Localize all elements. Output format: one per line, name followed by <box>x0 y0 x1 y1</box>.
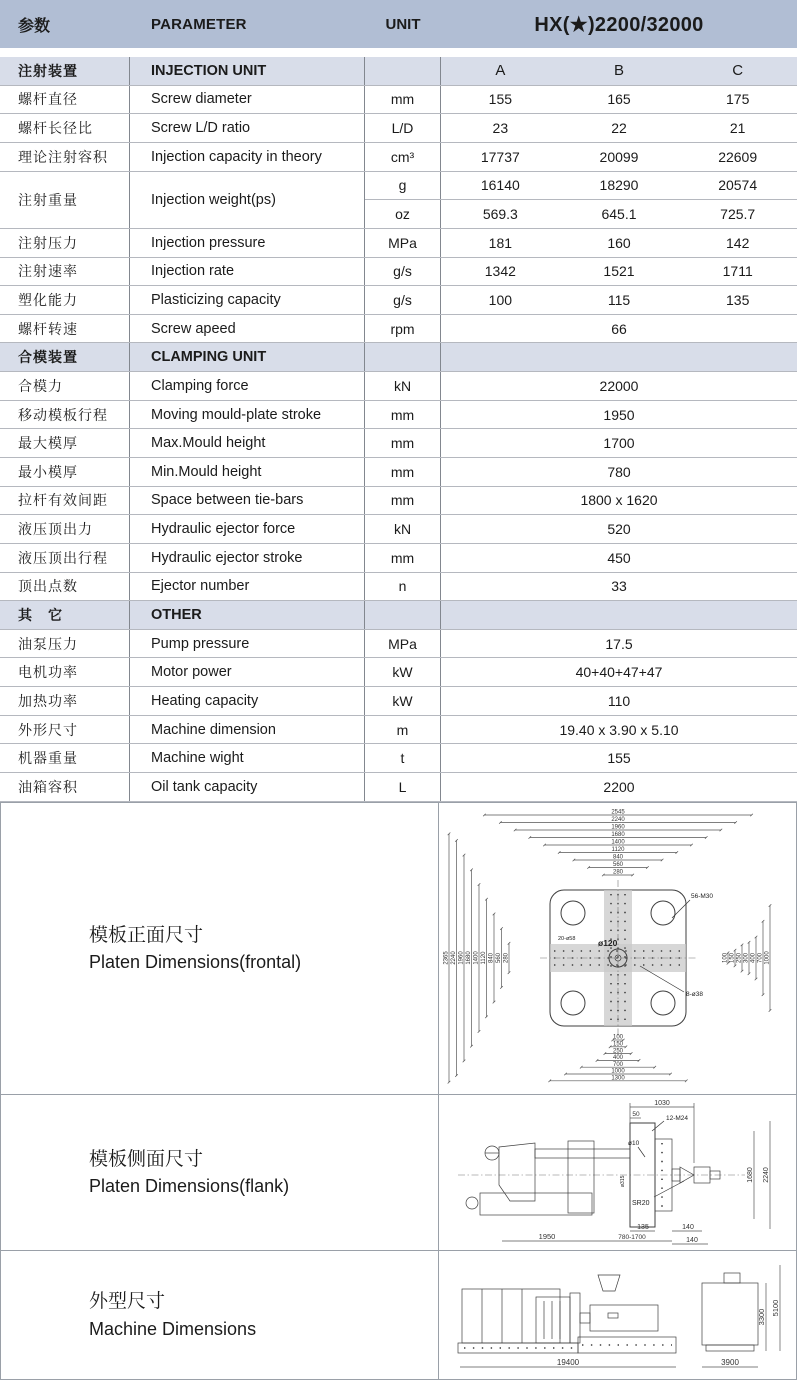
dim-label: 560 <box>495 952 502 963</box>
dim-height-outer: 5100 <box>770 1299 780 1317</box>
unit-cell: g <box>365 172 441 200</box>
param-cn: 拉杆有效间距 <box>0 487 130 515</box>
param-cn: 最大模厚 <box>0 429 130 457</box>
flank-label-cn: 模板侧面尺寸 <box>89 1148 204 1170</box>
annotation-holes: 8-ø38 <box>685 990 703 998</box>
unit-cell: rpm <box>365 315 441 343</box>
dim-label: 300 <box>743 952 750 963</box>
unit-cell: cm³ <box>365 143 441 171</box>
param-en: Injection pressure <box>130 229 365 257</box>
dim-140b: 140 <box>685 1237 698 1245</box>
injection-unit <box>590 1305 658 1331</box>
value-col-header: B <box>614 62 625 80</box>
value-cells <box>441 86 797 114</box>
value-cells <box>441 658 797 686</box>
param-cn: 理论注射容积 <box>0 143 130 171</box>
value-cells <box>441 716 797 744</box>
value-cell: 17737 <box>480 148 520 165</box>
value-cell: 1521 <box>603 263 635 280</box>
stationary-platen <box>570 1293 580 1343</box>
param-en: Machine wight <box>130 744 365 772</box>
dim-label: 700 <box>612 1061 623 1068</box>
dim-label: 100 <box>612 1034 623 1041</box>
param-cn: 塑化能力 <box>0 286 130 314</box>
param-en: Pump pressure <box>130 630 365 658</box>
dim-label: 1960 <box>458 950 465 965</box>
frontal-platen-diagram <box>440 806 796 1091</box>
value-cell: 181 <box>488 234 513 251</box>
value-span: 40+40+47+47 <box>575 664 663 681</box>
table-row <box>0 114 797 143</box>
dim-label: 400 <box>750 952 757 963</box>
value-cells <box>441 487 797 515</box>
tiebar-hole <box>561 991 585 1015</box>
value-cells <box>441 343 797 371</box>
value-span: 1950 <box>603 406 635 423</box>
annotation-bolts: 56-M30 <box>690 892 713 900</box>
table-row <box>0 630 797 659</box>
value-cell: 115 <box>607 291 631 308</box>
frontal-top-dims <box>483 809 753 876</box>
table-row <box>0 258 797 287</box>
value-cell: 175 <box>726 91 750 108</box>
frontal-label-en: Platen Dimensions(frontal) <box>89 952 302 973</box>
dim-label: 280 <box>612 869 623 876</box>
param-cn: 注射压力 <box>0 229 130 257</box>
dim-1680: 1680 <box>746 1167 754 1183</box>
header-col-cn: 参数 <box>18 17 51 35</box>
value-span: 66 <box>611 320 627 337</box>
table-row <box>0 687 797 716</box>
dim-label: 700 <box>757 952 764 963</box>
table-row <box>0 286 797 315</box>
param-en: Injection capacity in theory <box>130 143 365 171</box>
dim-label: 2240 <box>610 816 625 823</box>
param-en: Moving mould-plate stroke <box>130 401 365 429</box>
unit-cell: t <box>365 744 441 772</box>
value-span: 155 <box>607 750 631 767</box>
section-row <box>0 601 797 630</box>
param-cn: 注射重量 <box>0 172 130 228</box>
value-span: 22000 <box>599 377 639 394</box>
unit-cell: mm <box>365 458 441 486</box>
value-cell: 100 <box>488 291 513 308</box>
table-row <box>0 487 797 516</box>
value-span: 33 <box>611 578 627 595</box>
unit-cell: kW <box>365 658 441 686</box>
value-cells <box>441 601 797 629</box>
value-cells <box>441 573 797 601</box>
machine-dimensions-diagram <box>440 1253 796 1377</box>
param-cn: 合模装置 <box>0 343 130 371</box>
frontal-label <box>1 803 439 1094</box>
unit-cell: kN <box>365 372 441 400</box>
value-cells <box>441 401 797 429</box>
unit-cell: m <box>365 716 441 744</box>
unit-cell: MPa <box>365 229 441 257</box>
param-cn: 移动模板行程 <box>0 401 130 429</box>
value-cells <box>441 687 797 715</box>
nozzle-link <box>580 1313 590 1323</box>
param-en: Space between tie-bars <box>130 487 365 515</box>
dim-label: 2365 <box>443 950 450 965</box>
table-row <box>0 658 797 687</box>
param-cn: 加热功率 <box>0 687 130 715</box>
value-cell: 22 <box>611 120 627 137</box>
frontal-label-cn: 模板正面尺寸 <box>89 924 204 946</box>
value-col-header: A <box>495 62 506 80</box>
unit-cell: mm <box>365 544 441 572</box>
table-row <box>0 229 797 258</box>
annotation-center-hole: ø120 <box>597 937 617 948</box>
param-cn: 外形尺寸 <box>0 716 130 744</box>
unit-cell: mm <box>365 487 441 515</box>
dim-1950: 1950 <box>538 1232 555 1242</box>
param-cn: 注射装置 <box>0 57 130 85</box>
value-cells <box>441 515 797 543</box>
value-cells <box>441 57 797 85</box>
dim-label: 2545 <box>610 809 625 816</box>
table-row <box>0 744 797 773</box>
unit-cell: g/s <box>365 286 441 314</box>
param-en: Min.Mould height <box>130 458 365 486</box>
value-cell: 23 <box>492 120 509 137</box>
dim-label: 400 <box>612 1054 623 1061</box>
param-en: Injection weight(ps) <box>130 172 365 228</box>
value-cells <box>441 200 797 228</box>
value-cell: 16140 <box>480 177 520 194</box>
value-cells <box>441 458 797 486</box>
dim-label: 1300 <box>610 1075 625 1082</box>
value-cell: 155 <box>488 91 513 108</box>
machine-figure <box>439 1251 796 1379</box>
front-view-stack <box>724 1273 740 1283</box>
dim-label: 250 <box>612 1047 623 1054</box>
param-en: Ejector number <box>130 573 365 601</box>
dim-label: 1120 <box>480 951 487 965</box>
value-span: 1800 x 1620 <box>580 492 658 509</box>
param-cn: 机器重量 <box>0 744 130 772</box>
toggle-bracket <box>499 1143 535 1201</box>
param-en: Heating capacity <box>130 687 365 715</box>
unit-cell: kW <box>365 687 441 715</box>
machine-label-cn: 外型尺寸 <box>89 1291 166 1313</box>
diagram-row-frontal <box>1 803 796 1095</box>
value-cell: 18290 <box>599 177 639 194</box>
unit-cell: MPa <box>365 630 441 658</box>
hopper <box>598 1275 620 1291</box>
param-cn: 螺杆长径比 <box>0 114 130 142</box>
diagram-row-machine <box>1 1251 796 1379</box>
dim-label: 250 <box>736 952 743 963</box>
tiebar-hole <box>651 991 675 1015</box>
double-cell-group <box>365 172 797 228</box>
dim-label: 560 <box>612 861 623 868</box>
unit-cell: mm <box>365 86 441 114</box>
dim-label: 100 <box>722 952 729 963</box>
dim-label: 150 <box>729 952 736 963</box>
dim-label: 1960 <box>610 824 625 831</box>
value-cells <box>441 773 797 801</box>
leader-line <box>638 1147 645 1157</box>
dim-label: 1000 <box>610 1068 625 1075</box>
dim-width: 3900 <box>720 1357 739 1367</box>
value-cell: 1711 <box>722 263 753 280</box>
unit-cell: n <box>365 573 441 601</box>
value-cells <box>441 372 797 400</box>
value-cell: 135 <box>726 291 750 308</box>
param-en: Screw L/D ratio <box>130 114 365 142</box>
table-row <box>0 429 797 458</box>
sub-row <box>365 200 797 228</box>
param-cn: 其 它 <box>0 601 130 629</box>
front-view-base <box>706 1345 754 1351</box>
sub-row <box>365 172 797 201</box>
unit-cell: kN <box>365 515 441 543</box>
tiebar-hole <box>651 901 675 925</box>
table-row <box>0 544 797 573</box>
unit-cell: L <box>365 773 441 801</box>
header-col-parameter: PARAMETER <box>151 15 247 33</box>
unit-cell: mm <box>365 401 441 429</box>
param-en: CLAMPING UNIT <box>130 343 365 371</box>
value-cells <box>441 630 797 658</box>
table-row <box>0 172 797 229</box>
leader-line <box>654 1181 684 1197</box>
diagram-row-flank <box>1 1095 796 1251</box>
frontal-right-dims <box>722 904 771 1012</box>
dim-label: 150 <box>612 1041 623 1048</box>
param-cn: 液压顶出行程 <box>0 544 130 572</box>
table-row <box>0 315 797 344</box>
param-en: Hydraulic ejector stroke <box>130 544 365 572</box>
value-cell: 569.3 <box>482 206 518 223</box>
value-cell: 160 <box>607 234 631 251</box>
value-cell: 21 <box>729 120 746 137</box>
param-cn: 油泵压力 <box>0 630 130 658</box>
flank-label <box>1 1095 439 1250</box>
unit-cell <box>365 57 441 85</box>
dim-label: 1120 <box>611 846 624 853</box>
annotation-ring: ø315 <box>619 1175 626 1188</box>
unit-cell <box>365 601 441 629</box>
unit-cell: g/s <box>365 258 441 286</box>
value-cell: 165 <box>607 91 631 108</box>
frontal-left-dims <box>443 832 510 1083</box>
unit-cell <box>365 343 441 371</box>
param-en: Screw apeed <box>130 315 365 343</box>
annotation-bolts: 12-M24 <box>665 1115 688 1123</box>
dim-label: 1400 <box>610 839 625 846</box>
param-cn: 液压顶出力 <box>0 515 130 543</box>
value-span: 110 <box>607 692 631 709</box>
param-en: Oil tank capacity <box>130 773 365 801</box>
annotation-nozzle: SR20 <box>631 1200 650 1208</box>
dim-length: 19400 <box>556 1357 579 1367</box>
table-row <box>0 716 797 745</box>
param-en: Clamping force <box>130 372 365 400</box>
value-cell: 20574 <box>718 177 758 194</box>
frontal-figure <box>439 803 796 1094</box>
value-cell: 645.1 <box>601 206 637 223</box>
front-view-body <box>702 1283 758 1345</box>
title-bar <box>0 0 797 48</box>
machine-label <box>1 1251 439 1379</box>
value-span: 19.40 x 3.90 x 5.10 <box>559 721 679 738</box>
header-col-unit: UNIT <box>385 15 421 33</box>
value-cell: 142 <box>726 234 750 251</box>
value-span: 520 <box>607 521 631 538</box>
param-en: Motor power <box>130 658 365 686</box>
table-row <box>0 515 797 544</box>
dim-140a: 140 <box>681 1224 694 1232</box>
unit-cell: oz <box>365 200 441 228</box>
header-gap <box>0 48 797 57</box>
param-cn: 螺杆转速 <box>0 315 130 343</box>
value-span: 450 <box>607 549 631 566</box>
dim-135: 135 <box>636 1224 649 1232</box>
unit-cell: mm <box>365 429 441 457</box>
value-cells <box>441 315 797 343</box>
moving-platen <box>568 1141 594 1213</box>
dim-label: 840 <box>488 952 495 963</box>
tiebar-hole <box>561 901 585 925</box>
unit-cell: L/D <box>365 114 441 142</box>
machine-label-en: Machine Dimensions <box>89 1318 257 1339</box>
param-cn: 电机功率 <box>0 658 130 686</box>
param-en: Machine dimension <box>130 716 365 744</box>
table-row <box>0 86 797 115</box>
value-cells <box>441 429 797 457</box>
dim-50: 50 <box>631 1111 640 1119</box>
value-span: 2200 <box>603 778 635 795</box>
value-cells <box>441 286 797 314</box>
flank-label-en: Platen Dimensions(flank) <box>89 1176 290 1197</box>
value-cells <box>441 544 797 572</box>
dim-2240: 2240 <box>762 1167 770 1183</box>
section-row <box>0 343 797 372</box>
inj-detail <box>608 1313 618 1318</box>
dim-label: 1680 <box>465 950 472 965</box>
value-cells <box>441 143 797 171</box>
value-cell: 22609 <box>718 148 758 165</box>
param-en: Hydraulic ejector force <box>130 515 365 543</box>
diagrams-section <box>0 802 797 1380</box>
param-cn: 最小模厚 <box>0 458 130 486</box>
value-cell: 725.7 <box>720 206 756 223</box>
param-en: INJECTION UNIT <box>130 57 365 85</box>
param-cn: 螺杆直径 <box>0 86 130 114</box>
dim-label: 1680 <box>610 831 625 838</box>
tie-bar <box>535 1149 630 1158</box>
flank-figure <box>439 1095 796 1250</box>
value-col-header: C <box>732 62 744 80</box>
value-cell: 1342 <box>484 263 516 280</box>
model-title: HX(★)2200/32000 <box>534 13 704 36</box>
table-row <box>0 458 797 487</box>
guard-panel <box>536 1297 570 1343</box>
table-row <box>0 372 797 401</box>
table-row <box>0 143 797 172</box>
param-cn: 顶出点数 <box>0 573 130 601</box>
table-row <box>0 401 797 430</box>
value-cells <box>441 229 797 257</box>
value-span: 780 <box>607 463 631 480</box>
dim-height-inner: 3300 <box>756 1308 766 1326</box>
table-row <box>0 573 797 602</box>
dim-label: 1400 <box>473 950 480 965</box>
value-cells <box>441 114 797 142</box>
dim-range: 780-1700 <box>617 1234 646 1242</box>
param-en: OTHER <box>130 601 365 629</box>
annotation-hole: ø10 <box>627 1140 639 1148</box>
dim-label: 840 <box>612 854 623 861</box>
value-span: 17.5 <box>605 635 633 652</box>
value-cells <box>441 258 797 286</box>
dim-1030: 1030 <box>653 1100 670 1108</box>
value-cell: 20099 <box>599 148 639 165</box>
value-cells <box>441 744 797 772</box>
param-cn: 油箱容积 <box>0 773 130 801</box>
frontal-bottom-dims <box>548 1034 687 1081</box>
param-en: Max.Mould height <box>130 429 365 457</box>
param-en: Plasticizing capacity <box>130 286 365 314</box>
section-row <box>0 57 797 86</box>
flank-platen-diagram <box>440 1097 796 1247</box>
param-cn: 合模力 <box>0 372 130 400</box>
base-block <box>480 1193 592 1215</box>
dim-label: 280 <box>503 952 510 963</box>
base-roller <box>466 1197 478 1209</box>
dim-label: 1000 <box>764 950 771 965</box>
dim-label: 2240 <box>450 950 457 965</box>
param-cn: 注射速率 <box>0 258 130 286</box>
param-en: Injection rate <box>130 258 365 286</box>
spec-table <box>0 57 797 802</box>
annotation-small-holes: 20-ø58 <box>557 935 575 942</box>
value-span: 1700 <box>603 435 635 452</box>
param-en: Screw diameter <box>130 86 365 114</box>
table-row <box>0 773 797 802</box>
value-cells <box>441 172 797 200</box>
